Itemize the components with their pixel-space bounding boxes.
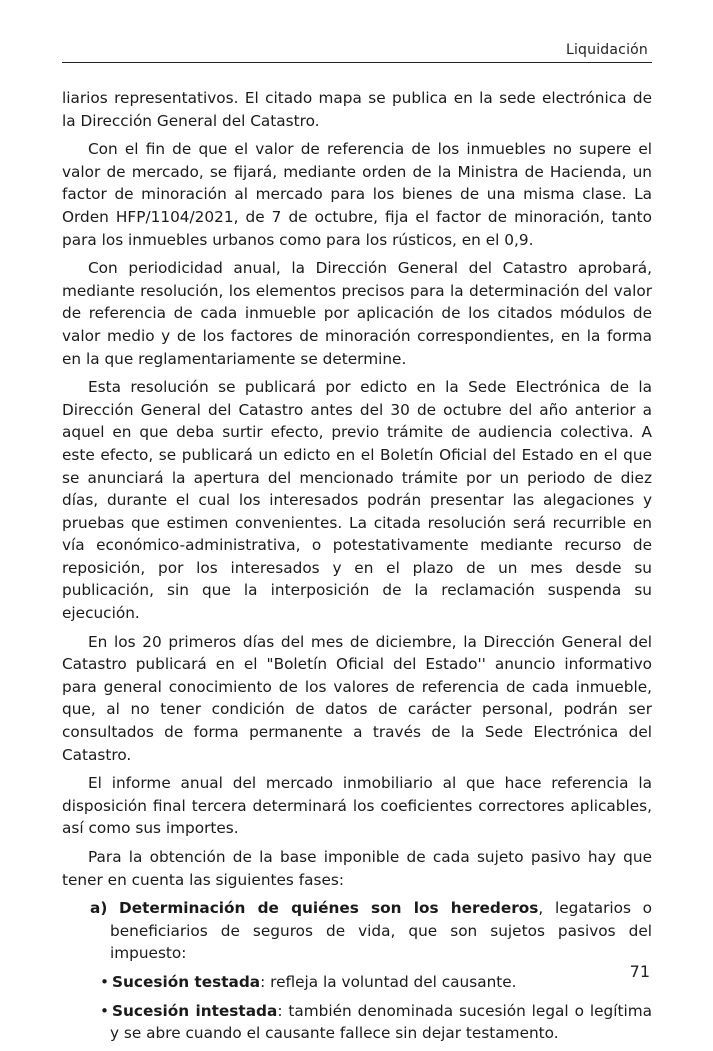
- paragraph-6: El informe anual del mercado inmobiliario al que hace referencia la disposición final tercera determinará los coeficientes correctores aplicables, así como sus importes.: [62, 774, 652, 838]
- header-rule: [62, 62, 652, 63]
- page-body: [62, 87, 652, 1051]
- paragraph-5: En los 20 primeros días del mes de diciembre, la Dirección General del Catastro publicará en el "Boletín Oficial del Estado'' anuncio informativo para general conocimiento de los valores de referencia de cada inmueble, que, al no tener condición de datos de carácter personal, podrán ser consultados de forma permanente a través de la Sede Electrónica del Catastro.: [62, 632, 652, 764]
- page-number: 71: [629, 962, 650, 981]
- bullet-icon: •: [100, 972, 110, 991]
- paragraph-1: liarios representativos. El citado mapa se publica en la sede electrónica de la Dirección General del Catastro.: [62, 89, 652, 130]
- list-item-a: [62, 897, 652, 965]
- bullet-item-testada: [62, 971, 652, 994]
- bullet-heading: Sucesión intestada: [112, 1001, 278, 1020]
- bullet-text: : también denominada sucesión legal o legítima y se abre cuando el causante fallece sin dejar testamento.: [110, 1001, 652, 1043]
- bullet-heading: Sucesión testada: [112, 972, 261, 991]
- paragraph-2: Con el fin de que el valor de referencia de los inmuebles no supere el valor de mercado, se fijará, mediante orden de la Ministra de Hacienda, un factor de minoración al mercado para los bienes de una misma clase. La Orden HFP/1104/2021, de 7 de octubre, fija el factor de minoración, tanto para los inmuebles urbanos como para los rústicos, en el 0,9.: [62, 140, 652, 249]
- bullet-icon: •: [100, 1001, 110, 1020]
- paragraph-3: Con periodicidad anual, la Dirección General del Catastro aprobará, mediante resolución, los elementos precisos para la determinación del valor de referencia de cada inmueble por aplicación de los citados módulos de valor medio y de los factores de minoración correspondientes, en la forma en la que reglamentariamente se determine.: [62, 259, 652, 368]
- running-header: Liquidación: [565, 42, 648, 58]
- bullet-item-intestada: [62, 1000, 652, 1045]
- bullet-text: : refleja la voluntad del causante.: [260, 972, 517, 991]
- list-item-a-heading: Determinación de quiénes son los herederos: [119, 899, 539, 918]
- paragraph-4: Esta resolución se publicará por edicto en la Sede Electrónica de la Dirección General del Catastro antes del 30 de octubre del año anterior a aquel en que deba surtir efecto, previo trámite de audiencia colectiva. A este efecto, se publicará un edicto en el Boletín Oficial del Estado en el que se anunciará la apertura del mencionado trámite por un periodo de diez días, durante el cual los interesados podrán presentar las alegaciones y pruebas que estimen convenientes. La citada resolución será recurrible en vía económico-administrativa, o potestativamente mediante recurso de reposición, por los interesados y en el plazo de un mes desde su publicación, sin que la interposición de la reclamación suspenda su ejecución.: [62, 378, 652, 623]
- paragraph-7: Para la obtención de la base imponible de cada sujeto pasivo hay que tener en cuenta las siguientes fases:: [62, 848, 652, 889]
- list-item-a-text: , legatarios o beneficiarios de seguros de vida, que son sujetos pasivos del impuesto:: [110, 899, 652, 963]
- list-item-a-marker: a): [90, 899, 108, 918]
